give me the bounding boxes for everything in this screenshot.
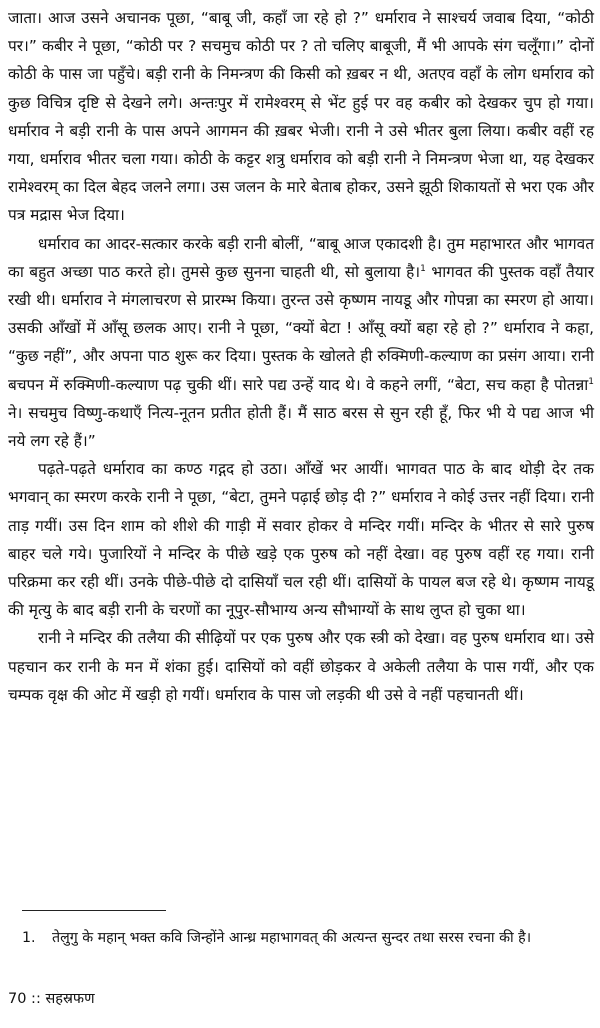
footnote-marker: 1 xyxy=(420,263,426,274)
paragraph-text: पढ़ते-पढ़ते धर्माराव का कण्ठ गद्गद हो उठा। आँखें भर आयीं। भागवत पाठ के बाद थोड़ी देर तक भगवान् का स्मरण करके रानी ने पूछा, “बेटा, तुमने पढ़ाई छोड़ दी ?” धर्माराव ने कोई उत्तर नहीं दिया। रानी ताड़ गयीं। उस दिन शाम को शीशे की गाड़ी में सवार होकर वे मन्दिर गयीं। मन्दिर के भीतर से सारे पुरुष बाहर चले गये। पुजारियों ने मन्दिर के पीछे खड़े एक पुरुष को नहीं देखा। वह पुरुष वहीं रह गया। रानी परिक्रमा कर रही थीं। उनके पीछे-पीछे दो दासियाँ चल रही थीं। दासियों के पायल बज रहे थे। कृष्णम नायडू की मृत्यु के बाद बड़ी रानी के चरणों का नूपुर-सौभाग्य अन्य सौभाग्यों के साथ लुप्त हो चुका था। xyxy=(8,460,594,620)
paragraph-text: रानी ने मन्दिर की तलैया की सीढ़ियों पर एक पुरुष और एक स्त्री को देखा। वह पुरुष धर्माराव था। उसे पहचान कर रानी के मन में शंका हुई। दासियों को वहीं छोड़कर वे अकेली तलैया के पास गयीं, और एक चम्पक वृक्ष की ओट में खड़ी हो गयीं। धर्माराव के पास जो लड़की थी उसे वे नहीं पहचानती थीं। xyxy=(8,629,594,704)
paragraph xyxy=(8,624,594,709)
paragraph xyxy=(8,455,594,624)
paragraph xyxy=(8,230,594,456)
footnote xyxy=(22,926,590,951)
footnote-divider xyxy=(22,910,166,911)
page-footer: 70 :: सहस्रफण xyxy=(8,991,95,1007)
paragraph-text: ने। सचमुच विष्णु-कथाएँ नित्य-नूतन प्रतीत होती हैं। मैं साठ बरस से सुन रही हूँ, फिर भी ये पद्य आज भी नये लग रहे हैं।” xyxy=(8,403,594,451)
paragraph-text: धर्माराव का आदर-सत्कार करके बड़ी रानी बोलीं, “बाबू आज एकादशी है। तुम महाभारत और भागवत का बहुत अच्छा पाठ करते हो। तुमसे कुछ सुनना चाहती थी, सो बुलाया है। xyxy=(8,234,594,281)
book-page xyxy=(8,4,594,1024)
paragraph-text: भागवत की पुस्तक वहाँ तैयार रखी थी। धर्माराव ने मंगलाचरण से प्रारम्भ किया। तुरन्त उसे कृष्णम नायडू और गोपन्ना का स्मरण हो आया। उसकी आँखों में आँसू छलक आए। रानी ने पूछा, “क्यों बेटा ! आँसू क्यों बहा रहे हो ?” धर्माराव ने कहा, “कुछ नहीं”, और अपना पाठ शुरू कर दिया। पुस्तक के खोलते ही रुक्मिणी-कल्याण का प्रसंग आया। रानी बचपन में रुक्मिणी-कल्याण पढ़ चुकी थीं। सारे पद्य उन्हें याद थे। वे कहने लगीं, “बेटा, सच कहा है पोतन्ना xyxy=(8,262,594,394)
footnote-marker: 1 xyxy=(588,376,594,387)
footnote-text: तेलुगु के महान् भक्त कवि जिन्होंने आन्ध्र महाभागवत् की अत्यन्त सुन्दर तथा सरस रचना की है। xyxy=(52,930,532,946)
paragraph-text: जाता। आज उसने अचानक पूछा, “बाबू जी, कहाँ जा रहे हो ?” धर्माराव ने साश्चर्य जवाब दिया, “कोठी पर।” कबीर ने पूछा, “कोठी पर ? सचमुच कोठी पर ? तो चलिए बाबूजी, मैं भी आपके संग चलूँगा।” दोनों कोठी के पास जा पहुँचे। बड़ी रानी के निमन्त्रण की किसी को ख़बर न थी, अतएव वहाँ के लोग धर्माराव को कुछ विचित्र दृष्टि से देखने लगे। अन्तःपुर में रामेश्वरम् से भेंट हुई पर वह कबीर को देखकर चुप हो गया। धर्माराव ने बड़ी रानी के पास अपने आगमन की ख़बर भेजी। रानी ने उसे भीतर बुला लिया। कबीर वहीं रह गया, धर्माराव भीतर चला गया। कोठी के कट्टर शत्रु धर्माराव को बड़ी रानी ने निमन्त्रण भेजा था, यह देखकर रामेश्वरम् का दिल बेहद जलने लगा। उस जलन के मारे बेताब होकर, उसने झूठी शिकायतों से भरा एक और पत्र मद्रास भेज दिया। xyxy=(8,9,594,225)
paragraph xyxy=(8,4,594,230)
footnote-number: 1. xyxy=(22,930,36,946)
body-text xyxy=(8,4,594,709)
